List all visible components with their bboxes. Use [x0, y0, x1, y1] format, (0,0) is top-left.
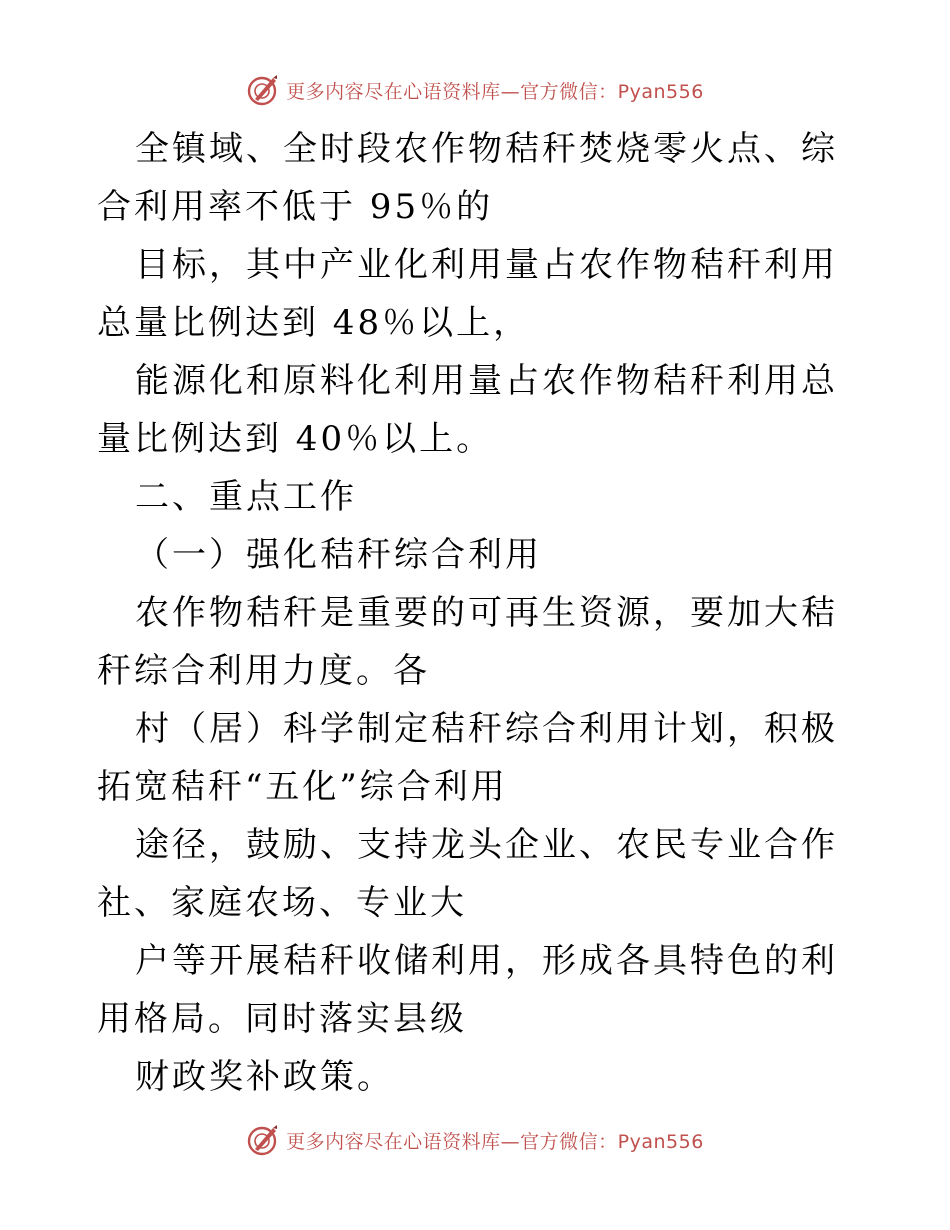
document-body	[97, 120, 857, 1106]
paragraph: 农作物秸秆是重要的可再生资源，要加大秸秆综合利用力度。各	[97, 593, 838, 691]
paragraph: 户等开展秸秆收储利用，形成各具特色的利用格局。同时落实县级	[97, 941, 838, 1039]
paragraph: 能源化和原料化利用量占农作物秸秆利用总量比例达到 40％以上。	[97, 361, 838, 459]
footer-banner	[0, 1120, 950, 1160]
paragraph: 财政奖补政策。	[135, 1057, 394, 1097]
paragraph: 全镇域、全时段农作物秸秆焚烧零火点、综合利用率不低于 95％的	[97, 129, 838, 227]
subsection-heading: （一）强化秸秆综合利用	[135, 535, 542, 575]
header-banner-text: 更多内容尽在心语资料库—官方微信：Pyan556	[286, 80, 704, 103]
paragraph: 村（居）科学制定秸秆综合利用计划，积极拓宽秸秆“五化”综合利用	[97, 709, 838, 807]
quill-logo-icon	[246, 1123, 280, 1157]
paragraph: 途径，鼓励、支持龙头企业、农民专业合作社、家庭农场、专业大	[97, 825, 838, 923]
quill-logo-icon	[246, 73, 280, 107]
header-banner	[0, 70, 950, 110]
section-heading: 二、重点工作	[135, 477, 357, 517]
paragraph: 目标，其中产业化利用量占农作物秸秆利用总量比例达到 48％以上，	[97, 245, 838, 343]
footer-banner-text: 更多内容尽在心语资料库—官方微信：Pyan556	[286, 1130, 704, 1153]
